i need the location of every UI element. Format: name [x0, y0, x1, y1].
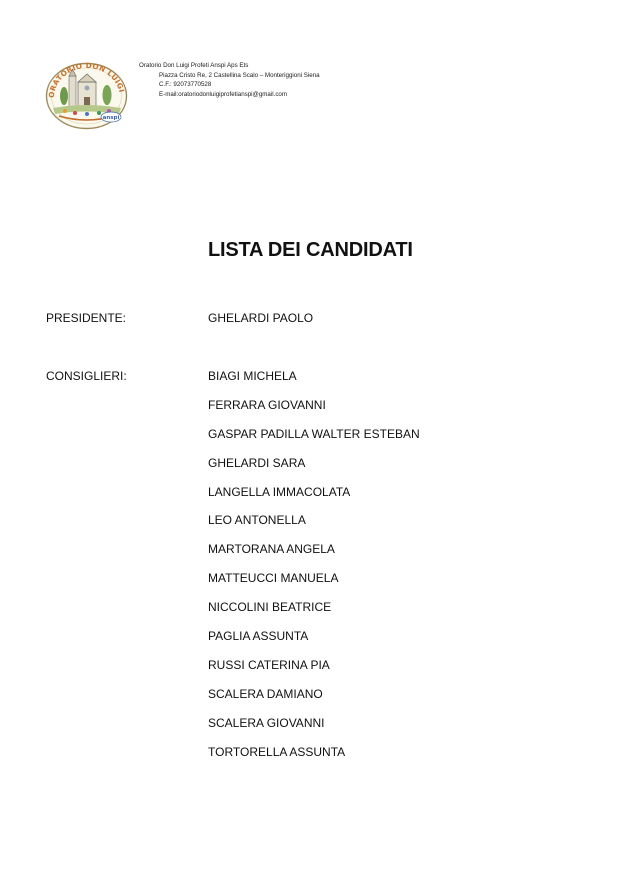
- councillors-label: CONSIGLIERI:: [46, 369, 127, 383]
- list-item: LEO ANTONELLA: [208, 513, 306, 528]
- president-label: PRESIDENTE:: [46, 311, 127, 325]
- page-title: LISTA DEI CANDIDATI: [208, 239, 413, 261]
- list-item: MARTORANA ANGELA: [208, 542, 335, 557]
- list-item: LANGELLA IMMACOLATA: [208, 484, 351, 499]
- organization-address: Piazza Cristo Re, 2 Castellina Scalo – Monteriggioni Siena: [159, 71, 320, 79]
- organization-name: Oratorio Don Luigi Profeti Anspi Aps Ets: [139, 62, 249, 69]
- organization-email: E-mail:oratoriodonluigiprofetianspi@gmail.com: [159, 90, 288, 98]
- organization-tax-code: C.F.: 92073770528: [159, 81, 212, 89]
- organization-header: [139, 61, 320, 99]
- list-item: SCALERA GIOVANNI: [208, 715, 325, 730]
- svg-text:ORATORIO DON LUIGI PROFETI: ORATORIO DON LUIGI: [46, 62, 127, 99]
- list-item: GHELARDI SARA: [208, 455, 306, 470]
- list-item: TORTORELLA ASSUNTA: [208, 744, 346, 759]
- list-item: FERRARA GIOVANNI: [208, 397, 326, 412]
- list-item: MATTEUCCI MANUELA: [208, 571, 339, 586]
- list-item: GASPAR PADILLA WALTER ESTEBAN: [208, 426, 420, 441]
- list-item: PAGLIA ASSUNTA: [208, 629, 309, 644]
- svg-text:anspi: anspi: [102, 115, 120, 121]
- list-item: BIAGI MICHELA: [208, 369, 297, 383]
- list-item: NICCOLINI BEATRICE: [208, 600, 332, 615]
- president-name: GHELARDI PAOLO: [208, 311, 314, 325]
- organization-logo: [45, 62, 128, 130]
- councillors-list: [208, 369, 420, 773]
- list-item: SCALERA DAMIANO: [208, 686, 323, 701]
- list-item: RUSSI CATERINA PIA: [208, 657, 330, 672]
